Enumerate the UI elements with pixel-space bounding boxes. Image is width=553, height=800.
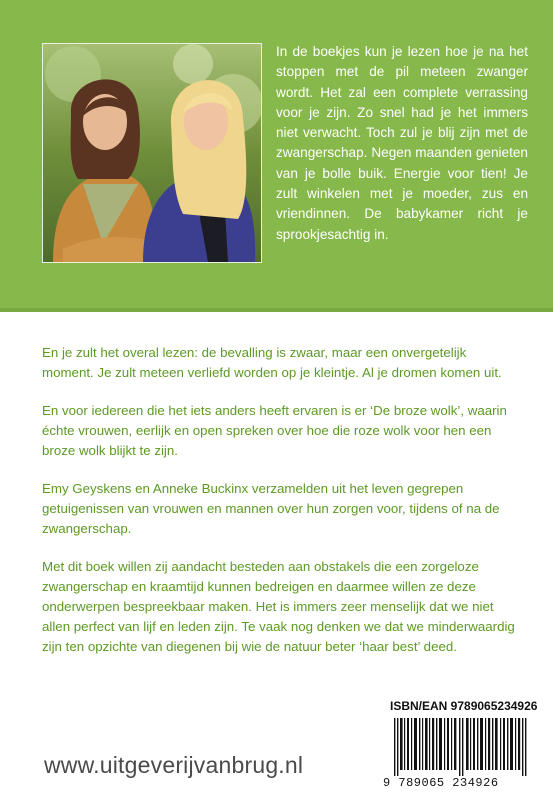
barcode — [392, 718, 532, 776]
blurb-paragraph-2: En voor iedereen die het iets anders heeft ervaren is er ‘De broze wolk’, waarin échte vrouwen, eerlijk en open spreken over hoe die roze wolk voor hen een broze wolk blijkt te zijn. — [42, 403, 507, 458]
author-photo — [42, 43, 262, 263]
band-edge — [0, 308, 553, 312]
isbn-label: ISBN/EAN 9789065234926 — [390, 699, 538, 713]
barcode-number: 9 789065 234926 — [383, 776, 499, 790]
blurb-paragraph-3: Emy Geyskens en Anneke Buckinx verzamelden uit het leven gegrepen getuigenissen van vrouwen en mannen over hun zorgen voor, tijdens of na de zwangerschap. — [42, 481, 500, 536]
intro-text: In de boekjes kun je lezen hoe je na het stoppen met de pil meteen zwanger wordt. Het zal een complete verrassing voor je zijn. Zo snel had je het immers niet verwacht. Toch zul je blij zijn met de zwangerschap. Negen maanden genieten van je bolle buik. Energie voor tien! Je zult winkelen met je moeder, zus en vriendinnen. De babykamer richt je sprookjesachtig in. — [276, 44, 528, 242]
blurb-paragraph-1: En je zult het overal lezen: de bevalling is zwaar, maar een onvergetelijk moment. Je zult meteen verliefd worden op je kleintje. Al je dromen komen uit. — [42, 345, 502, 380]
isbn-sticker — [380, 690, 543, 792]
blurb-text — [42, 343, 520, 675]
publisher-website: www.uitgeverijvanbrug.nl — [44, 752, 304, 778]
intro-paragraph — [276, 42, 528, 245]
blurb-paragraph-4: Met dit boek willen zij aandacht besteden aan obstakels die een zorgeloze zwangerschap en kraamtijd kunnen bedreigen en daarmee willen ze deze onderwerpen bespreekbaar maken. Het is immers zeer menselijk dat we niet allen perfect van lijf en leden zijn. Te vaak nog denken we dat we minderwaardig zijn ten opzichte van diegenen bij wie de natuur beter ‘haar best’ deed. — [42, 559, 515, 654]
